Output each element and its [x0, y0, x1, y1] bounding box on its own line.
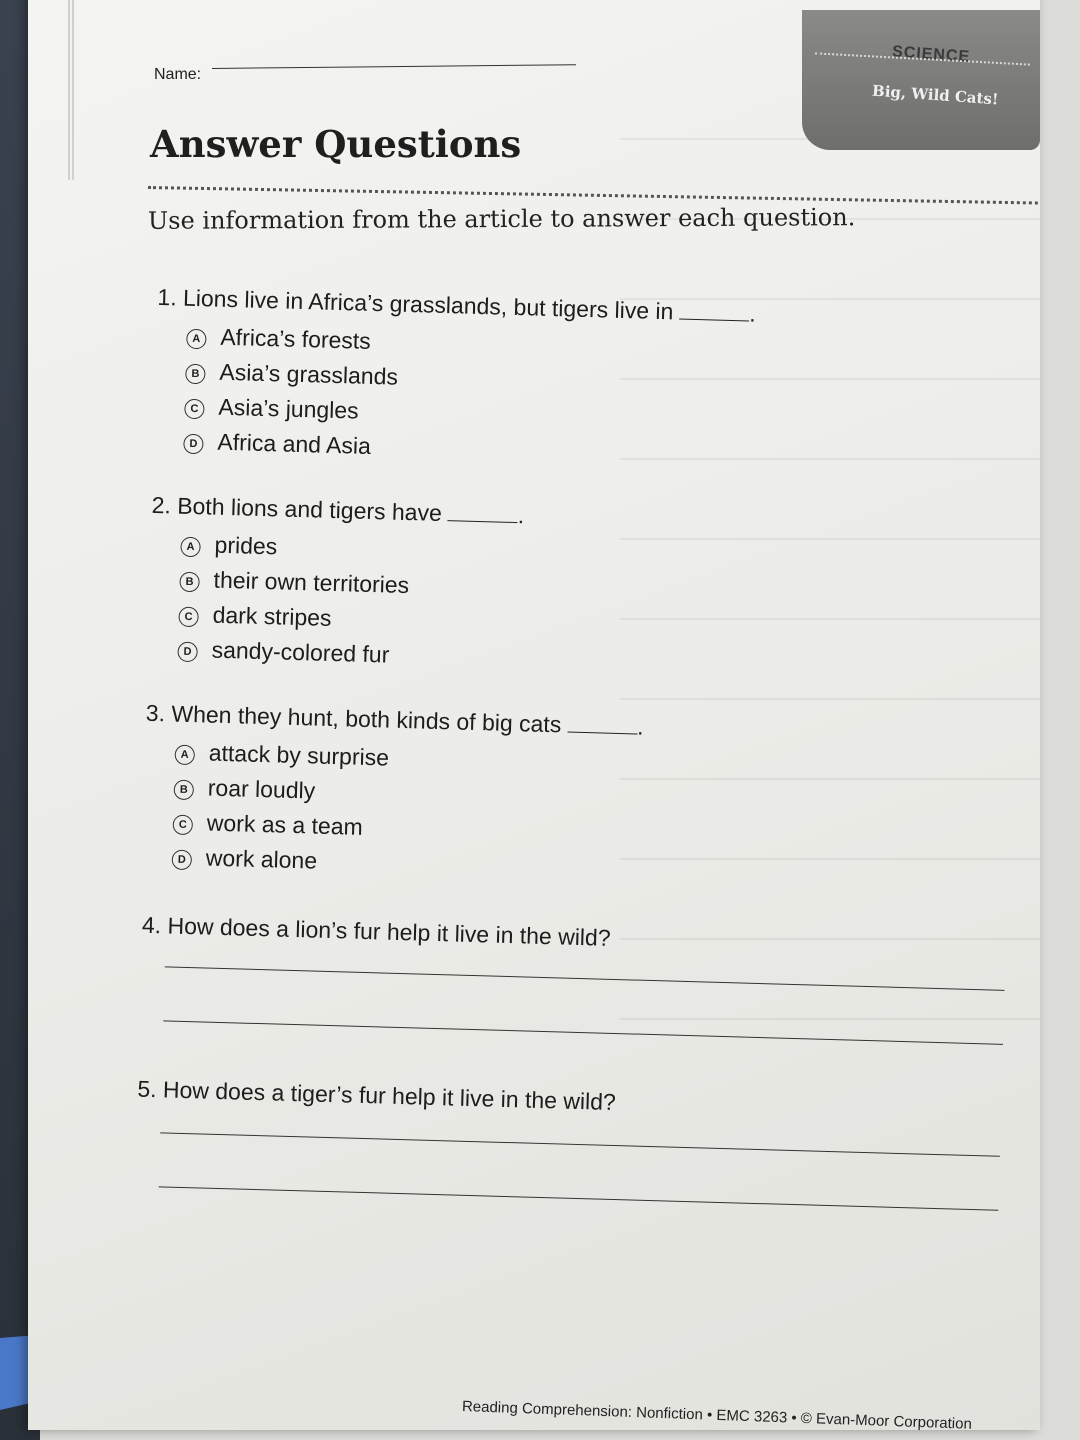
option-text: work as a team	[206, 809, 364, 840]
bubble-c-icon[interactable]: C	[173, 815, 194, 836]
option-text: Africa and Asia	[217, 428, 372, 459]
question-number: 4.	[141, 911, 162, 939]
answer-line[interactable]	[165, 966, 1005, 990]
bubble-c-icon[interactable]: C	[178, 607, 199, 628]
question-1: 1. Lions live in Africa’s grasslands, but tigers live in .	[157, 283, 757, 327]
bubble-d-icon[interactable]: D	[183, 434, 204, 455]
topic-label: Big, Wild Cats!	[871, 81, 1000, 109]
option-1a[interactable]	[186, 323, 371, 355]
option-text: roar loudly	[207, 774, 316, 804]
question-number: 3.	[145, 699, 166, 727]
page-title: Answer Questions	[150, 122, 522, 166]
answer-line[interactable]	[160, 1132, 1000, 1156]
question-number: 2.	[151, 491, 172, 519]
question-text: How does a tiger’s fur help it live in the wild?	[162, 1076, 617, 1116]
question-3: 3. When they hunt, both kinds of big cats .	[145, 699, 645, 740]
option-text: dark stripes	[212, 601, 332, 631]
question-number: 1.	[157, 283, 178, 311]
question-text: Both lions and tigers have	[176, 492, 443, 526]
bubble-a-icon[interactable]: A	[180, 537, 201, 558]
question-text: When they hunt, both kinds of big cats	[171, 700, 562, 738]
answer-line[interactable]	[163, 1020, 1003, 1044]
option-text: prides	[214, 531, 278, 560]
fill-blank	[448, 502, 519, 523]
option-text: Asia’s grasslands	[219, 358, 399, 390]
bubble-b-icon[interactable]: B	[179, 572, 200, 593]
option-1b[interactable]	[185, 358, 398, 391]
bubble-d-icon[interactable]: D	[172, 850, 193, 871]
option-2a[interactable]	[180, 531, 277, 561]
option-3b[interactable]	[173, 774, 315, 805]
option-2c[interactable]	[178, 601, 332, 632]
option-3a[interactable]	[174, 739, 389, 772]
bubble-a-icon[interactable]: A	[186, 329, 207, 350]
question-number: 5.	[137, 1075, 157, 1103]
option-2b[interactable]	[179, 566, 409, 599]
option-text: work alone	[205, 844, 318, 874]
option-text: Africa’s forests	[220, 323, 372, 354]
bubble-a-icon[interactable]: A	[174, 745, 195, 766]
option-text: their own territories	[213, 566, 410, 599]
footer-credit: Reading Comprehension: Nonfiction • EMC 3263 • © Evan-Moor Corporation	[461, 1398, 973, 1433]
bubble-c-icon[interactable]: C	[184, 399, 205, 420]
fill-blank	[567, 714, 638, 735]
bubble-b-icon[interactable]: B	[185, 364, 206, 385]
name-label: Name:	[154, 66, 202, 83]
fill-blank	[679, 301, 750, 322]
bubble-d-icon[interactable]: D	[177, 642, 198, 663]
bubble-b-icon[interactable]: B	[173, 780, 194, 801]
instructions: Use information from the article to answer each question.	[147, 203, 856, 235]
question-4	[142, 912, 611, 952]
question-text: Lions live in Africa’s grasslands, but tigers live in	[182, 284, 674, 325]
option-1c[interactable]	[184, 393, 359, 425]
option-3d[interactable]	[172, 844, 318, 875]
option-1d[interactable]	[183, 428, 371, 460]
question-text: How does a lion’s fur help it live in the wild?	[167, 912, 611, 951]
option-3c[interactable]	[172, 809, 363, 841]
answer-line[interactable]	[159, 1186, 999, 1210]
option-text: sandy-colored fur	[211, 636, 390, 668]
question-5	[137, 1076, 616, 1116]
option-text: Asia’s jungles	[218, 393, 360, 424]
option-2d[interactable]	[177, 636, 389, 669]
option-text: attack by surprise	[208, 739, 390, 771]
subject-label: SCIENCE	[891, 43, 971, 66]
question-2: 2. Both lions and tigers have .	[151, 491, 525, 529]
